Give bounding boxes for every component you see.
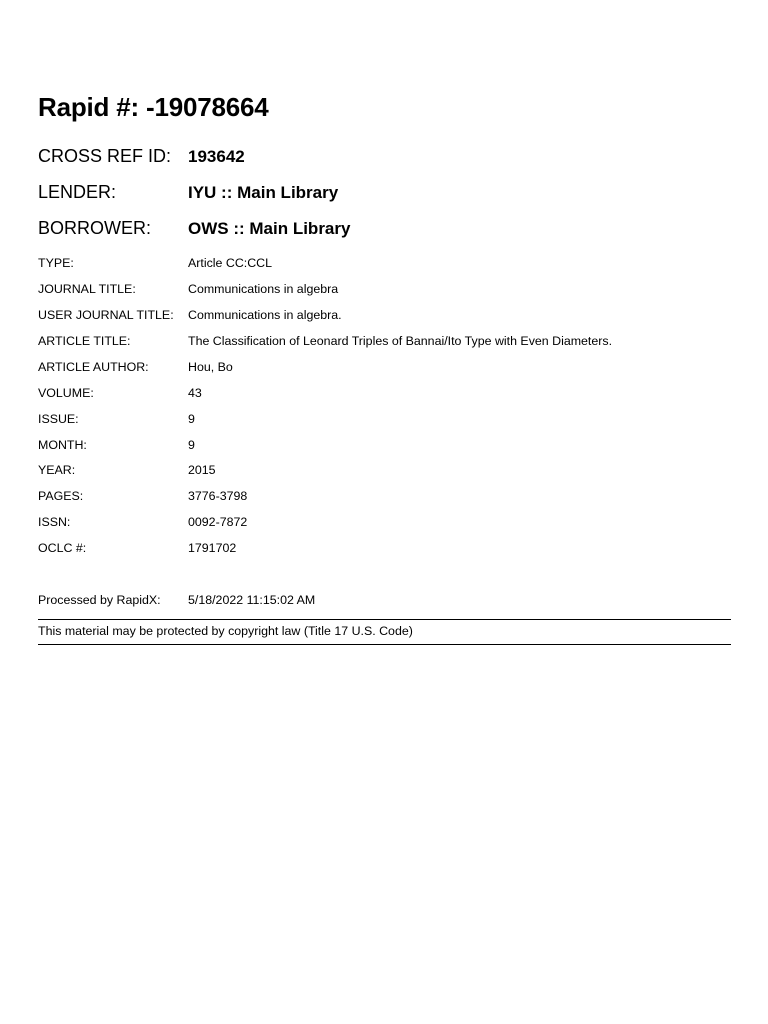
article-title-label: ARTICLE TITLE: <box>38 334 131 348</box>
pages-value: 3776-3798 <box>188 489 248 503</box>
cross-ref-id-label: CROSS REF ID: <box>38 146 172 166</box>
article-author-value: Hou, Bo <box>188 360 233 374</box>
lender-value: IYU :: Main Library <box>188 183 339 202</box>
lender-label: LENDER: <box>38 182 117 202</box>
processed-label: Processed by RapidX: <box>38 593 161 607</box>
pages-label: PAGES: <box>38 489 84 503</box>
user-journal-title-row <box>38 307 731 323</box>
volume-label: VOLUME: <box>38 386 94 400</box>
type-value: Article CC:CCL <box>188 256 272 270</box>
volume-value: 43 <box>188 386 202 400</box>
article-title-value: The Classification of Leonard Triples of Bannai/Ito Type with Even Diameters. <box>188 334 613 348</box>
issn-label: ISSN: <box>38 515 71 529</box>
journal-title-label: JOURNAL TITLE: <box>38 282 136 296</box>
month-label: MONTH: <box>38 438 87 452</box>
processed-value: 5/18/2022 11:15:02 AM <box>188 593 316 607</box>
borrower-value: OWS :: Main Library <box>188 219 351 238</box>
year-value: 2015 <box>188 463 216 477</box>
copyright-notice: This material may be protected by copyright law (Title 17 U.S. Code) <box>38 624 413 638</box>
oclc-value: 1791702 <box>188 541 237 555</box>
journal-title-row <box>38 281 731 297</box>
year-label: YEAR: <box>38 463 76 477</box>
cross-ref-id-row <box>38 146 731 170</box>
borrower-label: BORROWER: <box>38 218 152 238</box>
article-author-label: ARTICLE AUTHOR: <box>38 360 149 374</box>
volume-row <box>38 385 731 401</box>
processed-row <box>38 592 731 608</box>
article-title-row <box>38 333 731 349</box>
lender-row <box>38 182 731 206</box>
issue-label: ISSUE: <box>38 412 79 426</box>
top-divider <box>38 619 731 620</box>
bottom-divider <box>38 644 731 645</box>
pages-row <box>38 488 731 504</box>
issue-row <box>38 411 731 427</box>
rapid-number-title: Rapid #: -19078664 <box>38 92 269 122</box>
issn-row <box>38 514 731 530</box>
oclc-row <box>38 540 731 556</box>
year-row <box>38 462 731 478</box>
month-row <box>38 437 731 453</box>
issn-value: 0092-7872 <box>188 515 248 529</box>
issue-value: 9 <box>188 412 195 426</box>
month-value: 9 <box>188 438 195 452</box>
borrower-row <box>38 218 731 242</box>
article-author-row <box>38 359 731 375</box>
journal-title-value: Communications in algebra <box>188 282 339 296</box>
type-row <box>38 255 731 271</box>
type-label: TYPE: <box>38 256 74 270</box>
user-journal-title-label: USER JOURNAL TITLE: <box>38 308 174 322</box>
cross-ref-id-value: 193642 <box>188 147 245 166</box>
oclc-label: OCLC #: <box>38 541 87 555</box>
user-journal-title-value: Communications in algebra. <box>188 308 342 322</box>
